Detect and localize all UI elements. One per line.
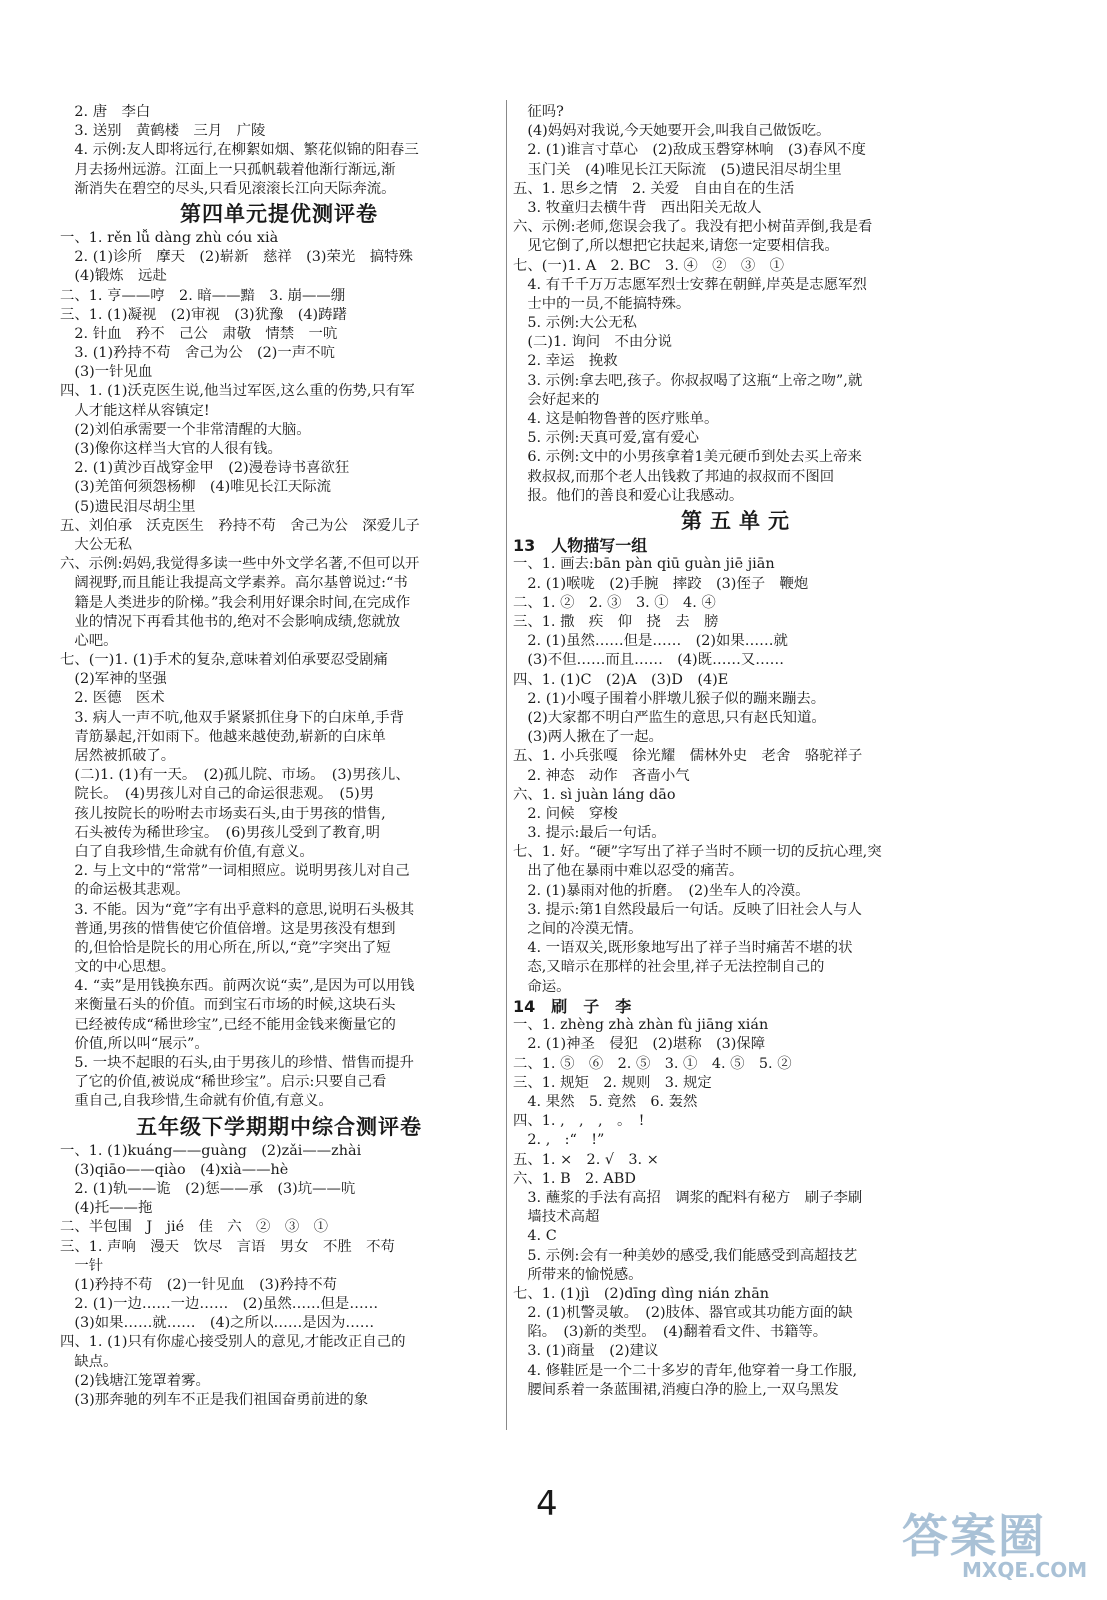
answer-line: 3. 提示:第1自然段最后一句话。反映了旧社会人与人 (513, 901, 862, 918)
answer-line: 2. 与上文中的“常常”一词相照应。说明男孩儿对自己 (60, 863, 410, 880)
answer-line: 见它倒了,所以想把它扶起来,请您一定要相信我。 (513, 238, 839, 255)
answer-line: 报。他们的善良和爱心让我感动。 (513, 487, 744, 504)
answer-line: 4. 修鞋匠是一个二十多岁的青年,他穿着一身工作服, (513, 1362, 858, 1379)
answer-line: 墙技术高超 (513, 1209, 600, 1226)
answer-line: 人才能这样从容镇定! (60, 402, 210, 419)
answer-line: 2. 针血 矜不 己公 肃敬 情禁 一吭 (60, 325, 338, 342)
answer-line: (3)像你这样当大官的人很有钱。 (60, 441, 282, 457)
watermark-text: 答案圈 (902, 1509, 1046, 1563)
answer-line: 五、1. × 2. √ 3. × (513, 1151, 659, 1168)
answer-line: (2)钱塘江笼罩着雾。 (60, 1372, 210, 1389)
answer-line: 5. 示例:会有一种美妙的感受,我们能感受到高超技艺 (513, 1247, 858, 1264)
answer-line: 六、1. sì juàn láng dāo (513, 786, 676, 803)
answer-line: 缺点。 (60, 1353, 118, 1370)
answer-line: 心吧。 (60, 632, 118, 649)
answer-line: 2. (1)喉咙 (2)手腕 摔跤 (3)侄子 鞭炮 (513, 575, 809, 592)
answer-line: 6. 示例:文中的小男孩拿着1美元硬币到处去买上帝来 (513, 449, 862, 466)
answer-line: 5. 示例:大公无私 (513, 315, 637, 332)
answer-line: 2. (1)神圣 侵犯 (2)堪称 (3)保障 (513, 1036, 766, 1053)
answer-line: 4. “卖”是用钱换东西。前两次说“卖”,是因为可以用钱 (60, 978, 415, 995)
answer-line: 的命运极其悲观。 (60, 882, 190, 899)
answer-line: 4. 果然 5. 竟然 6. 轰然 (513, 1094, 698, 1110)
answer-line: 3. 牧童归去横牛背 西出阳关无故人 (513, 199, 762, 216)
answer-line: 四、1. (1)只有你虚心接受别人的意见,才能改正自己的 (60, 1334, 406, 1351)
answer-line: 五、1. 小兵张嘎 徐光耀 儒林外史 老舍 骆驼祥子 (513, 748, 863, 765)
answer-line: (二)1. (1)有一天。 (2)孤儿院、市场。 (3)男孩儿、 (60, 767, 410, 784)
answer-line: 2. 问候 穿梭 (513, 805, 618, 822)
watermark-logo (902, 1500, 1102, 1590)
answer-line: 4. 一语双关,既形象地写出了祥子当时痛苦不堪的状 (513, 940, 853, 957)
answer-line: 白了自我珍惜,生命就有价值,有意义。 (60, 843, 314, 860)
answer-line: (3)羌笛何须怨杨柳 (4)唯见长江天际流 (60, 479, 332, 496)
answer-line: 三、1. 规矩 2. 规则 3. 规定 (513, 1074, 712, 1091)
answer-line: 3. 蘸浆的手法有高招 调浆的配料有秘方 刷子李刷 (513, 1189, 863, 1206)
answer-line: 2. (1)虽然……但是…… (2)如果……就 (513, 633, 788, 650)
answer-line: 的,但恰恰是院长的用心所在,所以,“竟”字突出了短 (60, 939, 391, 956)
answer-line: 四、1. (1)C (2)A (3)D (4)E (513, 671, 729, 688)
answer-line: 3. (1)商量 (2)建议 (513, 1343, 659, 1360)
answer-line: 重自己,自我珍惜,生命就有价值,有意义。 (60, 1093, 333, 1110)
answer-line: 七、(一)1. (1)手术的复杂,意味着刘伯承要忍受剧痛 (60, 652, 388, 669)
answer-line: 3. 送别 黄鹤楼 三月 广陵 (60, 123, 266, 140)
answer-line: 2. (1)小嘎子围着小胖墩儿猴子似的蹦来蹦去。 (513, 690, 826, 707)
answer-line: 4. 这是帕物鲁普的医疗账单。 (513, 411, 719, 427)
answer-line: 3. 病人一声不吭,他双手紧紧抓住身下的白床单,手背 (60, 709, 405, 726)
answer-line: 5. 示例:天真可爱,富有爱心 (513, 430, 700, 447)
answer-line: 之间的冷漠无情。 (513, 921, 643, 937)
answer-line: 2. (1)机警灵敏。 (2)肢体、器官或其功能方面的缺 (513, 1305, 853, 1322)
answer-line: 2. (1)谁言寸草心 (2)敌成玉磬穿林响 (3)春风不度 (513, 142, 866, 159)
page-number: 4 (536, 1484, 558, 1524)
answer-line: 二、半包围 J jié 佳 六 ② ③ ① (60, 1219, 328, 1236)
answer-line: 2. 医德 医术 (60, 690, 165, 707)
answer-line: (3)一针见血 (60, 364, 153, 381)
answer-line: 一针 (60, 1257, 104, 1274)
answer-line: 四、1. , , , 。 ! (513, 1113, 645, 1130)
answer-line: 七、(一)1. A 2. BC 3. ④ ② ③ ① (513, 257, 785, 274)
answer-line: (3)qiāo——qiào (4)xià——hè (60, 1161, 289, 1178)
answer-line: 一、1. (1)kuáng——guàng (2)zǎi——zhài (60, 1142, 362, 1159)
answer-line: 六、示例:老师,您误会我了。我没有把小树苗弄倒,我是看 (513, 219, 873, 236)
answer-line: (4)妈妈对我说,今天她要开会,叫我自己做饭吃。 (513, 123, 831, 140)
answer-line: (3)如果……就…… (4)之所以……是因为…… (60, 1315, 375, 1332)
answer-line: (5)遗民泪尽胡尘里 (60, 498, 196, 515)
answer-line: 救叔叔,而那个老人出钱救了邦迪的叔叔而不图回 (513, 468, 835, 485)
answer-line: (2)刘伯承需要一个非常清醒的大脑。 (60, 421, 311, 438)
section-title: 第五单元 (681, 508, 797, 533)
answer-line: 六、示例:妈妈,我觉得多读一些中外文学名著,不但可以开 (60, 556, 420, 573)
answer-line: 2. , :“ !” (513, 1132, 605, 1149)
answer-line: 4. 示例:友人即将远行,在柳絮如烟、繁花似锦的阳春三 (60, 142, 419, 159)
answer-line: 一、1. rěn lǚ dàng zhù cóu xià (60, 229, 279, 246)
answer-line: 命运。 (513, 978, 571, 995)
answer-line: 2. (1)暴雨对他的折磨。 (2)坐车人的冷漠。 (513, 882, 810, 899)
answer-line: (2)大家都不明白严监生的意思,只有赵氏知道。 (513, 709, 826, 726)
answer-line: 3. 不能。因为“竟”字有出乎意料的意思,说明石头极其 (60, 901, 415, 918)
answer-line: 居然被抓破了。 (60, 748, 176, 764)
answer-line: 一、1. 画去:bān pàn qiū guàn jiē jiān (513, 556, 775, 573)
answer-line: (3)不但……而且…… (4)既……又…… (513, 652, 785, 669)
answer-line: 三、1. 撒 疾 仰 挠 去 膀 (513, 614, 719, 630)
answer-line: (1)矜持不苟 (2)一针见血 (3)矜持不苟 (60, 1276, 338, 1293)
answer-line: (3)那奔驰的列车不正是我们祖国奋勇前进的象 (60, 1392, 369, 1408)
section-title: 五年级下学期期中综合测评卷 (136, 1114, 422, 1139)
answer-line: 阔视野,而且能让我提高文学素养。高尔基曾说过:“书 (60, 575, 408, 592)
answer-line: 2. (1)诊所 摩天 (2)崭新 慈祥 (3)荣光 搞特殊 (60, 249, 413, 266)
answer-line: 5. 一块不起眼的石头,由于男孩儿的珍惜、惜售而提升 (60, 1055, 414, 1071)
column-divider (506, 100, 507, 1430)
answer-line: 所带来的愉悦感。 (513, 1266, 643, 1283)
answer-line: 2. 唐 李白 (60, 104, 151, 120)
left-column (60, 103, 498, 1410)
answer-line: 七、1. (1)jì (2)dīng dìng nián zhān (513, 1285, 770, 1302)
answer-line: (4)锻炼 远赴 (60, 268, 167, 285)
answer-line: 三、1. 声响 漫天 饮尽 言语 男女 不胜 不苟 (60, 1238, 395, 1255)
answer-line: 一、1. zhèng zhà zhàn fù jiāng xián (513, 1017, 769, 1034)
answer-line: 五、1. 思乡之情 2. 关爱 自由自在的生活 (513, 180, 795, 197)
answer-line: 文的中心思想。 (60, 959, 176, 976)
answer-line: 3. 示例:拿去吧,孩子。你叔叔喝了这瓶“上帝之吻”,就 (513, 372, 863, 389)
answer-line: 士中的一员,不能搞特殊。 (513, 295, 691, 312)
answer-line: 七、1. 好。“硬”字写出了祥子当时不顾一切的反抗心理,突 (513, 844, 882, 861)
watermark-url: MXQE.COM (962, 1558, 1088, 1582)
answer-line: 态,又暗示在那样的社会里,祥子无法控制自己的 (513, 959, 825, 976)
answer-line: (3)两人揪在了一起。 (513, 729, 663, 746)
answer-line: 玉门关 (4)唯见长江天际流 (5)遗民泪尽胡尘里 (513, 161, 842, 178)
answer-line: 已经被传成“稀世珍宝”,已经不能用金钱来衡量它的 (60, 1016, 396, 1033)
answer-line: 业的情况下再看其他书的,绝对不会影响成绩,您就放 (60, 613, 401, 630)
answer-line: 了它的价值,被说成“稀世珍宝”。启示:只要自己看 (60, 1074, 387, 1091)
answer-line: 二、1. ⑤ ⑥ 2. ⑤ 3. ① 4. ⑤ 5. ② (513, 1055, 792, 1072)
answer-line: 孩儿按院长的吩咐去市场卖石头,由于男孩的惜售, (60, 805, 386, 822)
answer-line: 五、刘伯承 沃克医生 矜持不苟 舍己为公 深爱儿子 (60, 517, 420, 534)
answer-line: 渐消失在碧空的尽头,只看见滚滚长江向天际奔流。 (60, 180, 396, 197)
answer-line: 院长。 (4)男孩儿对自己的命运很悲观。 (5)男 (60, 786, 375, 803)
answer-line: 三、1. (1)凝视 (2)审视 (3)犹豫 (4)踌躇 (60, 306, 347, 323)
answer-line: 2. (1)一边……一边…… (2)虽然……但是…… (60, 1296, 379, 1313)
answer-line: 2. (1)轨——诡 (2)惩——承 (3)坑——吭 (60, 1180, 356, 1197)
answer-line: 二、1. ② 2. ③ 3. ① 4. ④ (513, 594, 716, 611)
answer-line: 会好起来的 (513, 391, 600, 408)
answer-line: 月去扬州远游。江面上一只孤帆载着他渐行渐远,渐 (60, 161, 396, 178)
answer-line: 二、1. 亨——哼 2. 暗——黯 3. 崩——绷 (60, 287, 346, 304)
right-column (513, 103, 965, 1400)
answer-line: 普通,男孩的惜售使它价值倍增。这是男孩没有想到 (60, 920, 396, 937)
answer-line: 征吗? (513, 104, 564, 120)
answer-line: (二)1. 询问 不由分说 (513, 334, 673, 351)
answer-line: 腰间系着一条蓝围裙,消瘦白净的脸上,一双乌黑发 (513, 1381, 839, 1398)
answer-line: 青筋暴起,汗如雨下。他越来越使劲,崭新的白床单 (60, 728, 386, 745)
answer-line: 六、1. B 2. ABD (513, 1170, 636, 1187)
answer-line: 来衡量石头的价值。而到宝石市场的时候,这块石头 (60, 997, 396, 1014)
answer-line: 陷。 (3)新的类型。 (4)翻着看文件、书籍等。 (513, 1324, 828, 1341)
lesson-title: 14 刷 子 李 (513, 996, 632, 1016)
answer-line: 石头被传为稀世珍宝。 (6)男孩儿受到了教育,明 (60, 824, 380, 841)
answer-line: 4. 有千千万万志愿军烈士安葬在朝鲜,岸英是志愿军烈 (513, 276, 867, 293)
answer-line: 价值,所以叫“展示”。 (60, 1035, 209, 1052)
answer-line: (2)军神的坚强 (60, 671, 167, 688)
answer-line: (4)托——拖 (60, 1200, 153, 1217)
answer-line: 2. (1)黄沙百战穿金甲 (2)漫卷诗书喜欲狂 (60, 460, 350, 477)
answer-line: 出了他在暴雨中难以忍受的痛苦。 (513, 863, 744, 880)
answer-line: 3. 提示:最后一句话。 (513, 825, 666, 842)
answer-line: 4. C (513, 1228, 557, 1245)
lesson-title: 13 人物描写一组 (513, 535, 648, 555)
answer-line: 籍是人类进步的阶梯。”我会利用好课余时间,在完成作 (60, 594, 411, 611)
answer-line: 大公无私 (60, 536, 132, 553)
answer-line: 2. 幸运 挽救 (513, 353, 618, 370)
answer-line: 3. (1)矜持不苟 舍己为公 (2)一声不吭 (60, 345, 335, 362)
section-title: 第四单元提优测评卷 (180, 201, 378, 226)
answer-line: 四、1. (1)沃克医生说,他当过军医,这么重的伤势,只有军 (60, 383, 415, 400)
answer-line: 2. 神态 动作 吝啬小气 (513, 767, 690, 784)
